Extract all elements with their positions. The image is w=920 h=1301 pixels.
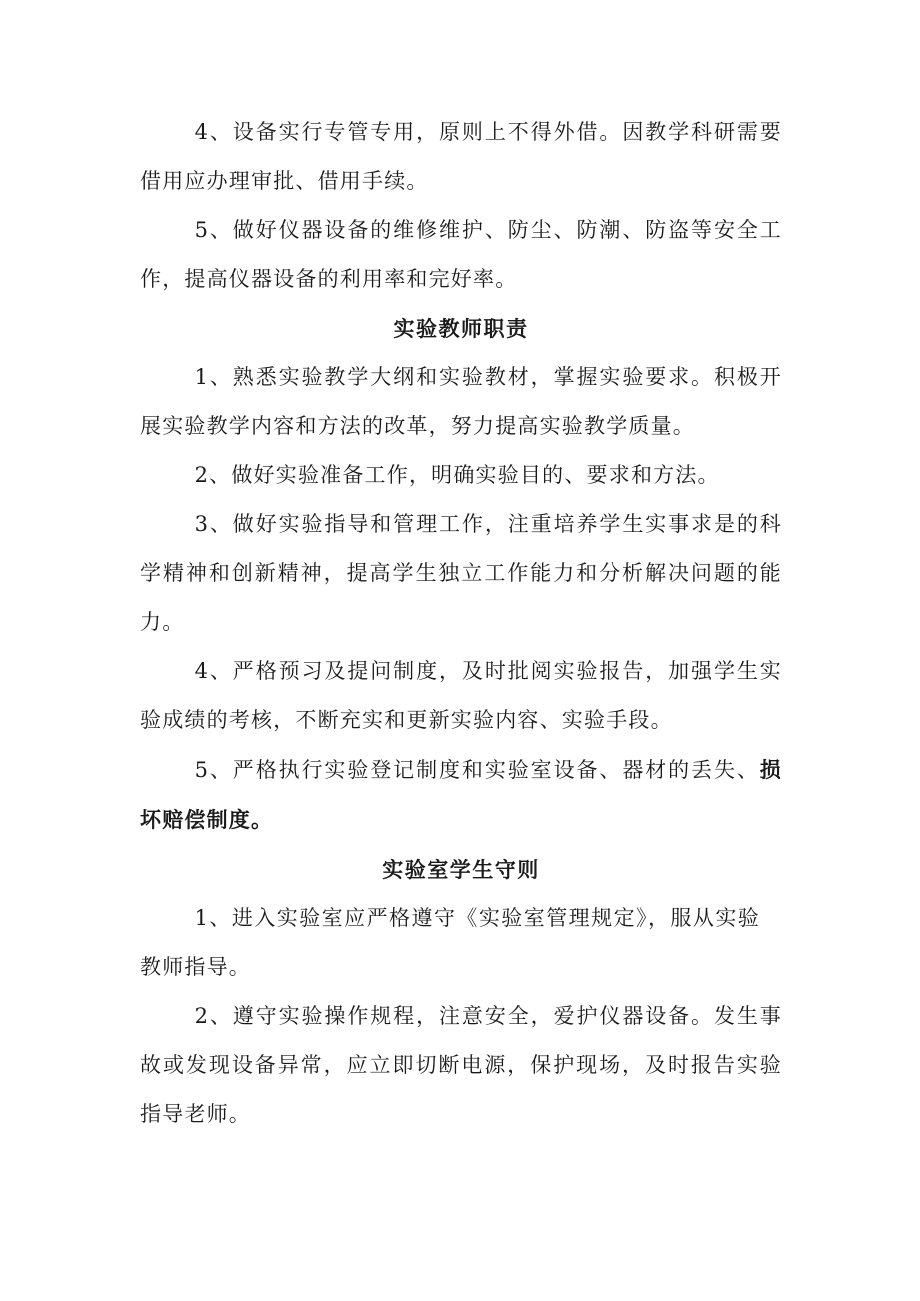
paragraph-teacher-4: 4、严格预习及提问制度，及时批阅实验报告，加强学生实验成绩的考核，不断充实和更新实验内容、实验手段。	[140, 659, 782, 732]
paragraph-teacher-5-bold: 损坏赔偿制度。	[140, 757, 782, 832]
section-title-teacher-duties: 实验教师职责	[393, 316, 529, 341]
paragraph-equipment-4: 4、设备实行专管专用，原则上不得外借。因教学科研需要借用应办理审批、借用手续。	[140, 120, 782, 193]
paragraph-teacher-5-regular: 5、严格执行实验登记制度和实验室设备、器材的丢失、	[194, 758, 760, 782]
paragraph-student-2: 2、遵守实验操作规程，注意安全，爱护仪器设备。发生事故或发现设备异常，应立即切断电源，保护现场，及时报告实验指导老师。	[140, 1004, 782, 1126]
paragraph-teacher-5	[140, 745, 782, 845]
paragraph-teacher-3: 3、做好实验指导和管理工作，注重培养学生实事求是的科学精神和创新精神，提高学生独立工作能力和分析解决问题的能力。	[140, 512, 782, 634]
paragraph-student-1: 1、进入实验室应严格遵守《实验室管理规定》，服从实验教师指导。	[140, 906, 760, 979]
section-title-student-rules: 实验室学生守则	[382, 857, 540, 882]
paragraph-equipment-5: 5、做好仪器设备的维修维护、防尘、防潮、防盗等安全工作，提高仪器设备的利用率和完好率。	[140, 218, 782, 291]
document-page	[140, 108, 782, 1139]
paragraph-teacher-1: 1、熟悉实验教学大纲和实验教材，掌握实验要求。积极开展实验教学内容和方法的改革，努力提高实验教学质量。	[140, 365, 782, 438]
paragraph-teacher-2: 2、做好实验准备工作，明确实验目的、要求和方法。	[194, 463, 720, 487]
